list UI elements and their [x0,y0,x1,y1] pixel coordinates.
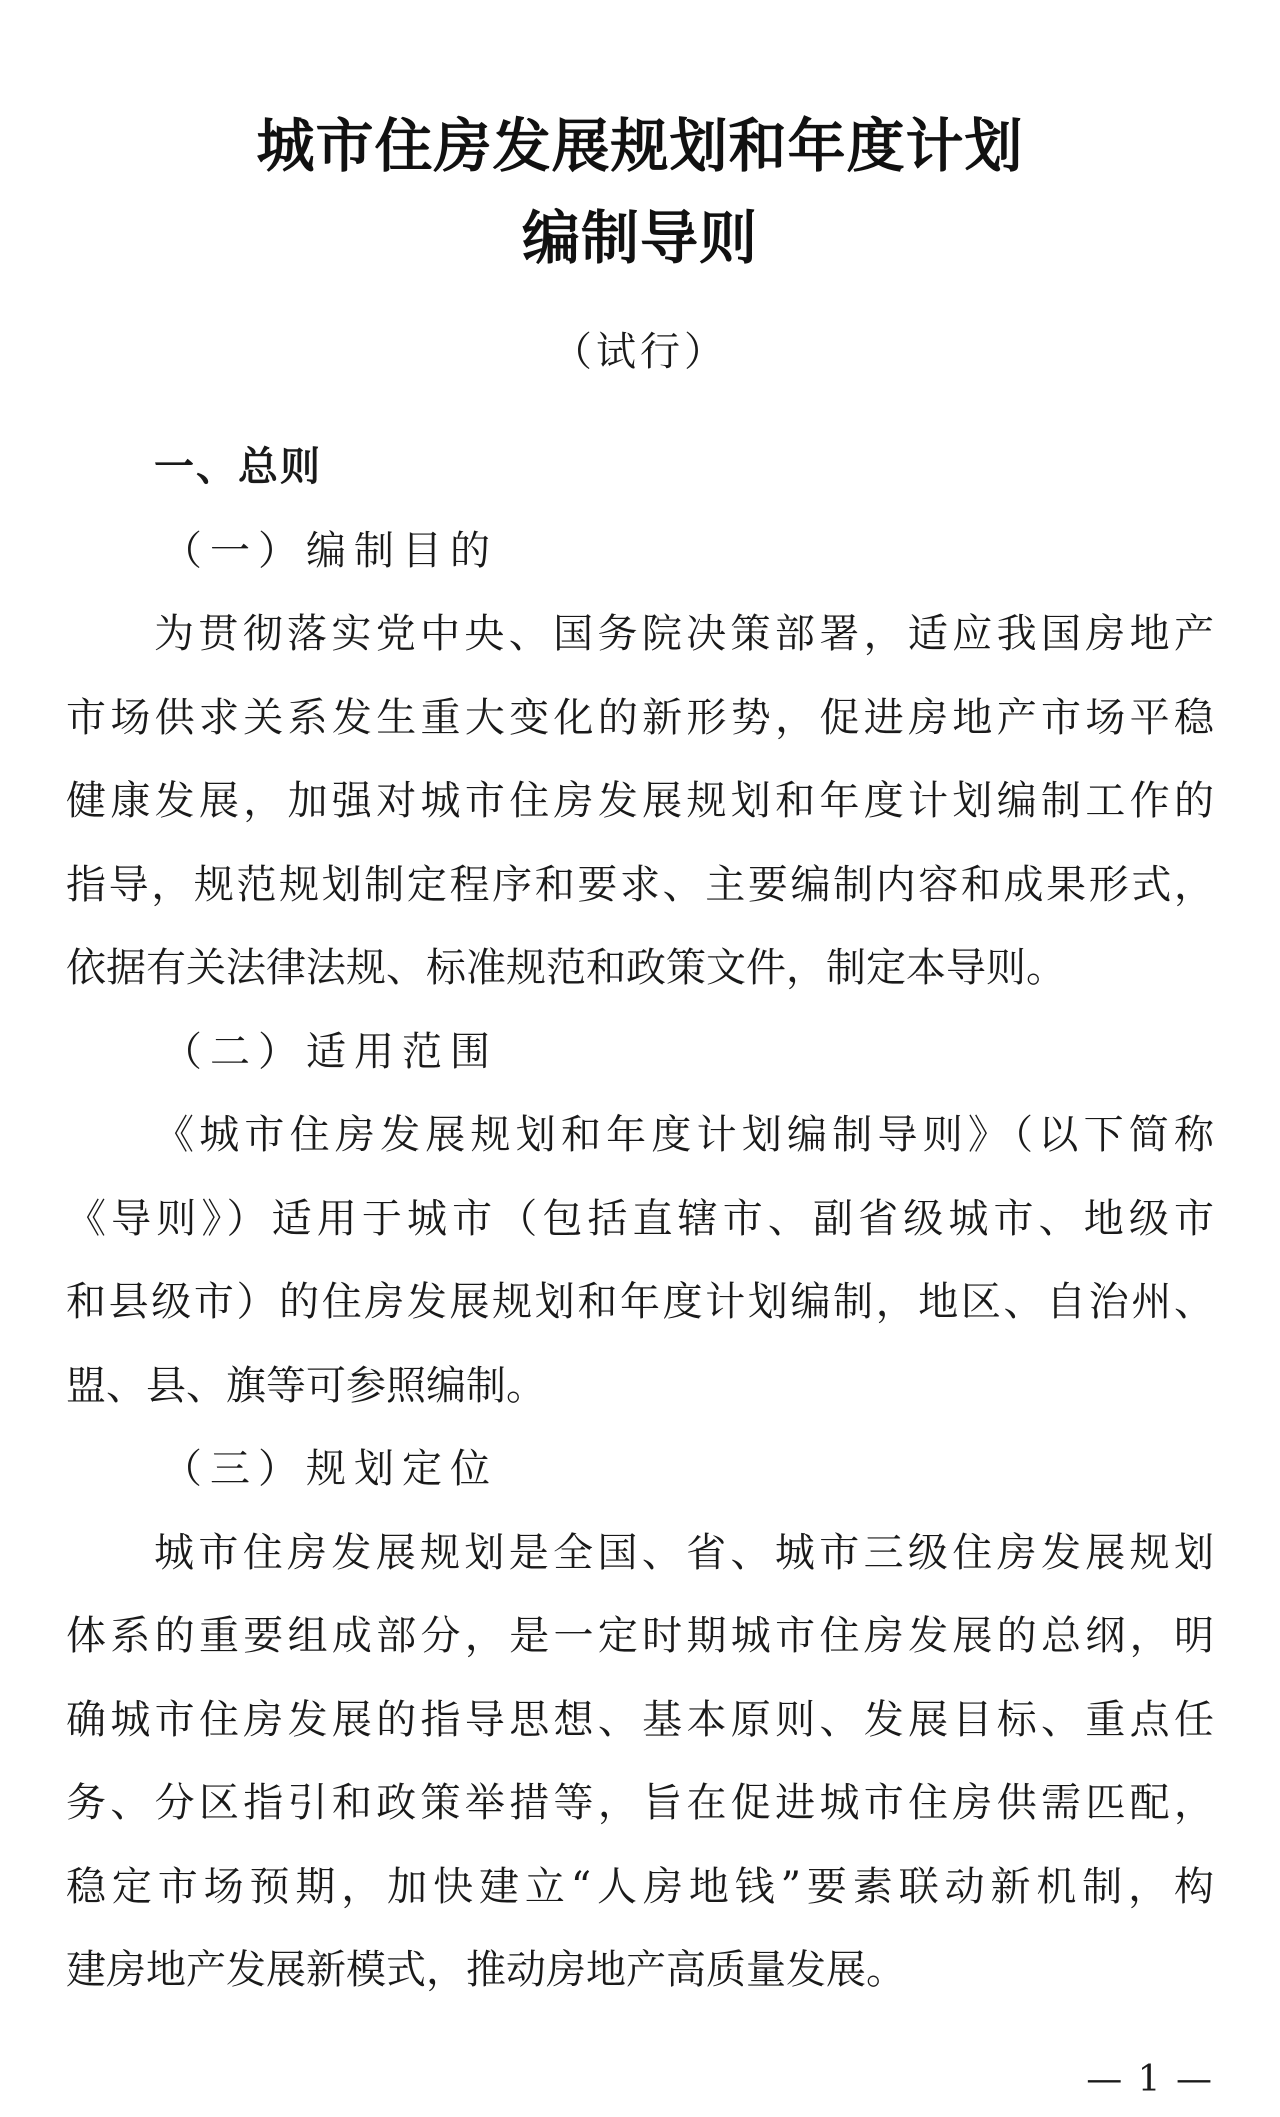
paragraph-line: 《导则》）适用于城市（包括直辖市、副省级城市、地级市 [66,1195,1214,1242]
paragraph-line: 市场供求关系发生重大变化的新形势，促进房地产市场平稳 [66,694,1214,741]
paragraph-line: 建房地产发展新模式，推动房地产高质量发展。 [66,1947,906,1993]
section-heading-positioning: （三）规划定位 [162,1446,498,1492]
paragraph-line: 体系的重要组成部分，是一定时期城市住房发展的总纲，明 [66,1613,1214,1659]
document-subtitle: （试行） [552,329,728,375]
page-number: — 1 — [1086,2059,1214,2100]
paragraph-line: 依据有关法律法规、标准规范和政策文件，制定本导则。 [66,945,1066,991]
paragraph-line: 和县级市）的住房发展规划和年度计划编制，地区、自治州、 [66,1279,1214,1325]
paragraph-line: 《城市住房发展规划和年度计划编制导则》（以下简称 [154,1112,1214,1158]
title-line-2: 编制导则 [521,204,758,272]
paragraph-line: 指导，规范规划制定程序和要求、主要编制内容和成果形式， [66,861,1214,908]
section-heading-purpose: （一）编制目的 [162,527,498,574]
section-heading-scope: （二）适用范围 [162,1028,498,1075]
document-body [66,426,1214,2013]
paragraph-line: 稳定市场预期，加快建立“人房地钱”要素联动新机制，构 [66,1863,1214,1910]
title-line-1: 城市住房发展规划和年度计划 [256,112,1024,180]
paragraph-line: 盟、县、旗等可参照编制。 [66,1362,546,1409]
paragraph-line: 务、分区指引和政策举措等，旨在促进城市住房供需匹配， [66,1780,1214,1826]
paragraph-line: 城市住房发展规划是全国、省、城市三级住房发展规划 [154,1529,1214,1576]
paragraph-line: 确城市住房发展的指导思想、基本原则、发展目标、重点任 [66,1696,1214,1743]
chapter-heading-general: 一、总则 [154,444,322,490]
document-title [0,100,1280,284]
paragraph-line: 为贯彻落实党中央、国务院决策部署，适应我国房地产 [154,611,1214,657]
paragraph-line: 健康发展，加强对城市住房发展规划和年度计划编制工作的 [66,778,1214,824]
